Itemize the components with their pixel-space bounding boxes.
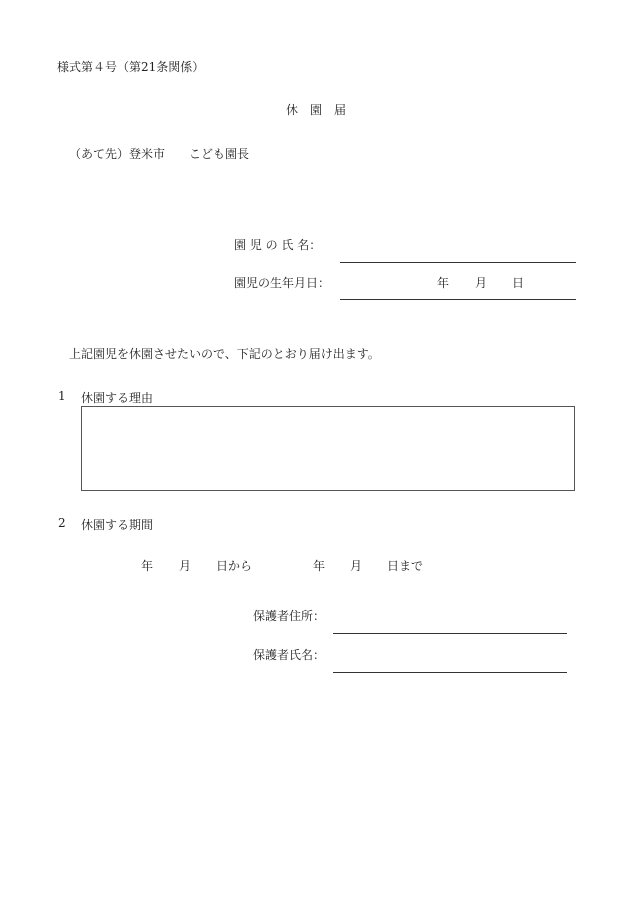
page-title: 休 園 届 — [286, 103, 347, 117]
period-to-month-unit: 月 — [350, 559, 363, 573]
birth-day-unit: 日 — [512, 276, 525, 290]
period-from-year-unit: 年 — [141, 559, 154, 573]
statement-text: 上記園児を休園させたいので、下記のとおり届け出ます。 — [69, 347, 380, 361]
section2-number: 2 — [58, 516, 66, 530]
form-number: 様式第４号（第21条関係） — [57, 60, 205, 74]
section2-title: 休園する期間 — [81, 518, 154, 532]
section1-title: 休園する理由 — [81, 391, 154, 405]
birth-month-unit: 月 — [475, 276, 488, 290]
period-from-month-unit: 月 — [179, 559, 192, 573]
period-from-day-unit: 日から — [216, 559, 253, 573]
period-to-year-unit: 年 — [313, 559, 326, 573]
guardian-name-field[interactable] — [333, 672, 567, 673]
guardian-name-label: 保護者氏名： — [253, 648, 326, 662]
reason-textbox[interactable] — [81, 406, 575, 491]
section1-number: 1 — [58, 389, 66, 403]
guardian-address-field[interactable] — [333, 633, 567, 634]
child-name-field[interactable] — [340, 262, 576, 263]
child-birthdate-label: 園児の生年月日： — [234, 276, 331, 290]
guardian-address-label: 保護者住所： — [253, 609, 326, 623]
child-birthdate-field[interactable] — [340, 299, 576, 300]
addressee: （あて先）登米市 こども園長 — [69, 147, 250, 161]
birth-year-unit: 年 — [437, 276, 450, 290]
period-to-day-unit: 日まで — [387, 559, 424, 573]
child-name-label: 園 児 の 氏 名： — [234, 238, 322, 252]
